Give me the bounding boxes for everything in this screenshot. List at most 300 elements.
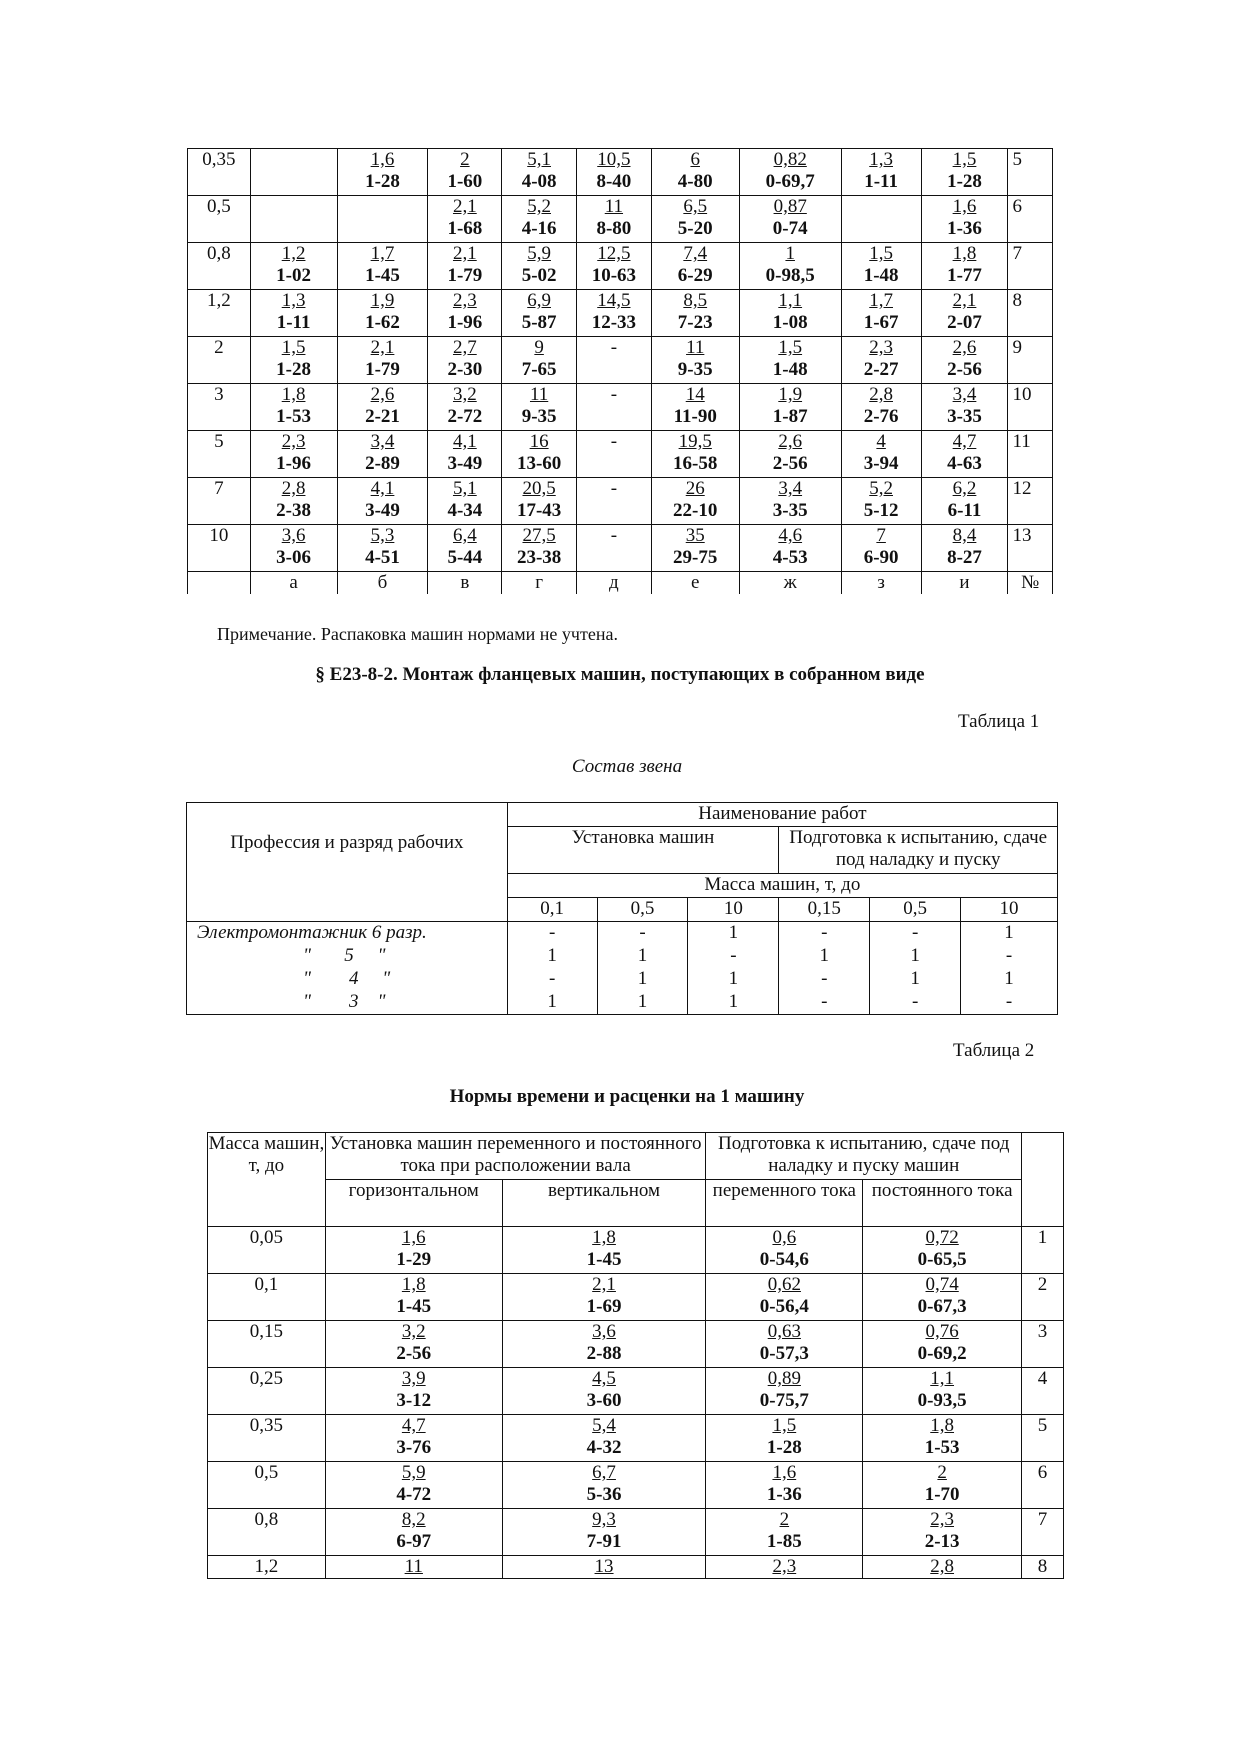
value-cell — [651, 149, 739, 196]
norm-time: 2,1 — [452, 196, 477, 217]
value-cell — [577, 478, 652, 525]
value-cell — [502, 290, 577, 337]
value-cell — [337, 337, 428, 384]
rate: 4-51 — [365, 547, 400, 568]
value-cell — [739, 149, 841, 196]
value-cell — [863, 1509, 1022, 1556]
rate: 1-48 — [772, 359, 808, 380]
norm-time: 1,2 — [281, 243, 306, 264]
mass-cell: 2 — [188, 337, 251, 384]
value-cell — [739, 196, 841, 243]
rate: 2-56 — [772, 453, 808, 474]
value-cell — [651, 384, 739, 431]
value-cell — [502, 337, 577, 384]
norm-time: 6,4 — [452, 525, 477, 546]
norm-time: 1,8 — [952, 243, 977, 264]
rate: 1-28 — [947, 171, 982, 192]
rate: 5-87 — [521, 312, 557, 333]
norm-time: 0,87 — [773, 196, 807, 217]
norm-time: 3,4 — [370, 431, 395, 452]
norm-time: 1,8 — [281, 384, 306, 405]
norm-time: 2,3 — [869, 337, 893, 358]
norm-time: 1,3 — [869, 149, 893, 170]
value-cell — [325, 1556, 502, 1579]
norm-time: 4,7 — [952, 431, 977, 452]
norm-time: 0,82 — [773, 149, 807, 170]
mass-header: 0,5 — [597, 898, 688, 922]
worker-count: - — [779, 922, 870, 946]
row-number: 8 — [1022, 1556, 1064, 1579]
table-row — [208, 1274, 1064, 1321]
mass-header: 0,1 — [507, 898, 597, 922]
row-number: 7 — [1022, 1509, 1064, 1556]
dash: - — [610, 525, 618, 546]
mass-header: 0,5 — [870, 898, 961, 922]
rate: 1-60 — [447, 171, 483, 192]
norm-time: 2,6 — [370, 384, 395, 405]
table-row — [208, 1462, 1064, 1509]
value-cell — [325, 1321, 502, 1368]
rate: 1-48 — [863, 265, 899, 286]
table-row — [208, 1321, 1064, 1368]
norm-time: 3,9 — [401, 1368, 426, 1389]
rate: 16-58 — [673, 453, 718, 474]
norm-time: 1,7 — [370, 243, 395, 264]
row-number: 5 — [1008, 149, 1053, 196]
table2-caption: Таблица 2 — [953, 1040, 1035, 1061]
value-cell — [325, 1274, 502, 1321]
value-cell — [428, 243, 502, 290]
norm-time: 3,6 — [281, 525, 306, 546]
value-cell — [250, 384, 337, 431]
worker-count: - — [870, 922, 961, 946]
norm-time: 1,1 — [930, 1368, 955, 1389]
rate: 7-23 — [677, 312, 713, 333]
value-cell — [428, 525, 502, 572]
rate: 3-35 — [947, 406, 982, 427]
header-prep: Подготовка к испытанию, сдаче под наладку и пуску — [779, 827, 1058, 874]
value-cell — [841, 243, 921, 290]
row-number: 11 — [1008, 431, 1053, 478]
mass-cell: 3 — [188, 384, 251, 431]
value-cell — [577, 525, 652, 572]
norm-time: 2,3 — [930, 1509, 955, 1530]
worker-count: 1 — [688, 991, 779, 1015]
norm-time: 0,74 — [925, 1274, 959, 1295]
norm-time: 5,2 — [869, 478, 893, 499]
rate: 3-12 — [396, 1390, 432, 1411]
norm-time: 1,5 — [869, 243, 893, 264]
value-cell — [921, 149, 1008, 196]
value-cell — [428, 384, 502, 431]
rate: 2-56 — [947, 359, 982, 380]
norm-time: 6,2 — [952, 478, 977, 499]
norm-time: 2,1 — [370, 337, 395, 358]
mass-cell: 10 — [188, 525, 251, 572]
table-row — [188, 337, 1053, 384]
subheader-vertical: вертикальном — [502, 1180, 706, 1227]
profession-name: " 4 " — [187, 968, 508, 991]
norm-time: 1,9 — [370, 290, 395, 311]
norm-time: 3,6 — [592, 1321, 616, 1342]
rate: 6-90 — [863, 547, 899, 568]
rate: 5-02 — [521, 265, 557, 286]
worker-count: 1 — [507, 991, 597, 1015]
rate: 1-62 — [365, 312, 400, 333]
rate: 0-56,4 — [759, 1296, 809, 1317]
rate: 4-34 — [447, 500, 483, 521]
value-cell — [502, 243, 577, 290]
norm-time: 0,6 — [772, 1227, 797, 1248]
rate: 1-53 — [924, 1437, 960, 1458]
worker-count: 1 — [597, 968, 688, 991]
rate: 0-54,6 — [759, 1249, 809, 1270]
rate: 2-07 — [947, 312, 982, 333]
subheader-ac: переменного тока — [706, 1180, 863, 1227]
norm-time: 35 — [685, 525, 705, 546]
norm-time: 2,8 — [869, 384, 893, 405]
norm-time: 2,1 — [452, 243, 477, 264]
value-cell — [841, 149, 921, 196]
value-cell — [502, 1274, 706, 1321]
norms-table-continued — [187, 148, 1053, 594]
rate: 0-67,3 — [917, 1296, 967, 1317]
value-cell — [651, 337, 739, 384]
rate: 1-28 — [365, 171, 400, 192]
value-cell — [863, 1321, 1022, 1368]
norm-time: 1,8 — [401, 1274, 426, 1295]
row-number: 3 — [1022, 1321, 1064, 1368]
value-cell — [651, 243, 739, 290]
rate: 1-69 — [586, 1296, 622, 1317]
rate: 4-63 — [947, 453, 982, 474]
norm-time: 1,6 — [772, 1462, 797, 1483]
mass-cell: 1,2 — [208, 1556, 326, 1579]
norm-time: 11 — [604, 196, 624, 217]
norm-time: 9,3 — [592, 1509, 616, 1530]
rate: 2-89 — [365, 453, 400, 474]
value-cell — [841, 290, 921, 337]
norm-time: 5,9 — [401, 1462, 426, 1483]
rate: 12-33 — [591, 312, 637, 333]
rate: 7-91 — [586, 1531, 622, 1552]
rate: 1-85 — [766, 1531, 802, 1552]
table-row — [187, 922, 1058, 946]
rate: 0-75,7 — [759, 1390, 809, 1411]
value-cell — [337, 384, 428, 431]
rate: 1-28 — [766, 1437, 802, 1458]
value-cell — [863, 1556, 1022, 1579]
profession-name: " 3 " — [187, 991, 508, 1015]
table-row — [208, 1227, 1064, 1274]
rate: 8-40 — [596, 171, 632, 192]
value-cell — [325, 1462, 502, 1509]
worker-count: - — [961, 945, 1058, 968]
worker-count: 1 — [688, 968, 779, 991]
value-cell — [706, 1274, 863, 1321]
note-text: Примечание. Распаковка машин нормами не учтена. — [217, 624, 618, 644]
rate: 1-02 — [276, 265, 311, 286]
rate: 1-28 — [276, 359, 311, 380]
rate: 3-35 — [772, 500, 808, 521]
rate: 17-43 — [516, 500, 562, 521]
mass-cell: 5 — [188, 431, 251, 478]
header-install: Установка машин — [507, 827, 779, 874]
value-cell — [502, 1415, 706, 1462]
value-cell — [863, 1462, 1022, 1509]
table-row — [188, 478, 1053, 525]
table2-title: Нормы времени и расценки на 1 машину — [449, 1086, 805, 1107]
norm-time: 1,5 — [778, 337, 803, 358]
norm-time: 11 — [404, 1556, 423, 1577]
worker-count: 1 — [507, 945, 597, 968]
rate: 2-56 — [396, 1343, 432, 1364]
norm-time: 0,62 — [767, 1274, 801, 1295]
table1-title: Состав звена — [571, 756, 683, 777]
value-cell — [577, 290, 652, 337]
value-cell — [841, 525, 921, 572]
worker-count: 1 — [870, 945, 961, 968]
norm-time: 3,4 — [952, 384, 977, 405]
value-cell — [428, 290, 502, 337]
table-row — [208, 1509, 1064, 1556]
value-cell — [739, 243, 841, 290]
rate: 1-70 — [924, 1484, 960, 1505]
value-cell — [502, 1227, 706, 1274]
norm-time: 4,5 — [592, 1368, 616, 1389]
norm-time: 4,7 — [401, 1415, 426, 1436]
norm-time: 3,2 — [452, 384, 477, 405]
worker-count: 1 — [779, 945, 870, 968]
header-profession: Профессия и разряд рабочих — [187, 803, 508, 922]
worker-count: 1 — [961, 968, 1058, 991]
norm-time: 16 — [529, 431, 549, 452]
crew-composition-table — [186, 802, 1058, 1015]
worker-count: 1 — [961, 922, 1058, 946]
rate: 1-77 — [947, 265, 982, 286]
norm-time: 19,5 — [678, 431, 712, 452]
value-cell — [502, 149, 577, 196]
value-cell — [651, 431, 739, 478]
value-cell — [706, 1556, 863, 1579]
table-row — [188, 196, 1053, 243]
dash: - — [610, 478, 618, 499]
mass-cell: 0,8 — [188, 243, 251, 290]
norm-time: 6,9 — [527, 290, 551, 311]
norm-time: 6 — [690, 149, 700, 170]
value-cell — [706, 1368, 863, 1415]
norm-time: 1,6 — [401, 1227, 426, 1248]
dash: - — [610, 337, 618, 358]
norm-time: 0,76 — [925, 1321, 959, 1342]
norm-time: 1,7 — [869, 290, 893, 311]
rate: 22-10 — [673, 500, 718, 521]
table-row — [187, 991, 1058, 1015]
profession-name: Электромонтажник 6 разр. — [187, 922, 508, 946]
value-cell — [337, 431, 428, 478]
value-cell — [863, 1415, 1022, 1462]
table-row — [188, 525, 1053, 572]
value-cell — [337, 149, 428, 196]
norm-time: 2,1 — [952, 290, 977, 311]
norm-time: 5,2 — [527, 196, 551, 217]
norm-time: 2,3 — [452, 290, 477, 311]
rate: 2-27 — [863, 359, 899, 380]
norm-time: 1,6 — [952, 196, 977, 217]
norm-time: 5,9 — [527, 243, 551, 264]
norm-time: 14,5 — [597, 290, 631, 311]
norm-time: 8,5 — [683, 290, 708, 311]
norm-time: 2,6 — [952, 337, 977, 358]
rate: 1-08 — [772, 312, 808, 333]
value-cell — [325, 1227, 502, 1274]
rate: 10-63 — [591, 265, 637, 286]
header-mass: Масса машин, т, до — [507, 874, 1057, 898]
table-row — [208, 1368, 1064, 1415]
rate: 1-45 — [365, 265, 400, 286]
rate: 11-90 — [673, 406, 717, 427]
value-cell — [841, 196, 921, 243]
norm-time: 4 — [876, 431, 886, 452]
value-cell — [250, 149, 337, 196]
norm-time: 2,8 — [281, 478, 306, 499]
mass-cell: 0,35 — [208, 1415, 326, 1462]
norm-time: 5,4 — [592, 1415, 616, 1436]
rate: 7-65 — [521, 359, 557, 380]
column-letter: в — [428, 572, 502, 595]
norm-time: 0,63 — [767, 1321, 801, 1342]
value-cell — [921, 431, 1008, 478]
value-cell — [250, 431, 337, 478]
value-cell — [739, 431, 841, 478]
value-cell — [250, 478, 337, 525]
norm-time: 5,1 — [527, 149, 551, 170]
table-row — [188, 149, 1053, 196]
table-row — [187, 968, 1058, 991]
worker-count: 1 — [597, 991, 688, 1015]
subheader-horizontal: горизонтальном — [325, 1180, 502, 1227]
value-cell — [841, 384, 921, 431]
norm-time: 4,6 — [778, 525, 803, 546]
row-number: 6 — [1008, 196, 1053, 243]
value-cell — [250, 337, 337, 384]
value-cell — [502, 196, 577, 243]
norm-time: 20,5 — [522, 478, 556, 499]
norm-time: 1 — [785, 243, 795, 264]
value-cell — [577, 149, 652, 196]
table-row — [187, 945, 1058, 968]
row-number: 10 — [1008, 384, 1053, 431]
value-cell — [250, 525, 337, 572]
worker-count: - — [870, 991, 961, 1015]
mass-cell: 0,8 — [208, 1509, 326, 1556]
norm-time: 14 — [685, 384, 705, 405]
value-cell — [577, 243, 652, 290]
worker-count: - — [779, 991, 870, 1015]
worker-count: 1 — [688, 922, 779, 946]
worker-count: - — [688, 945, 779, 968]
norm-time: 1,5 — [952, 149, 977, 170]
value-cell — [428, 478, 502, 525]
column-letter: а — [250, 572, 337, 595]
mass-cell: 0,1 — [208, 1274, 326, 1321]
rate: 0-65,5 — [917, 1249, 967, 1270]
rate: 0-69,2 — [917, 1343, 967, 1364]
value-cell — [651, 478, 739, 525]
rate: 8-27 — [947, 547, 982, 568]
value-cell — [337, 525, 428, 572]
rate: 1-68 — [447, 218, 483, 239]
value-cell — [739, 478, 841, 525]
rate: 1-96 — [447, 312, 483, 333]
value-cell — [250, 290, 337, 337]
value-cell — [651, 196, 739, 243]
table-row — [188, 290, 1053, 337]
rate: 2-38 — [276, 500, 311, 521]
row-number: 6 — [1022, 1462, 1064, 1509]
profession-name: " 5 " — [187, 945, 508, 968]
value-cell — [577, 337, 652, 384]
value-cell — [706, 1415, 863, 1462]
mass-cell: 0,35 — [188, 149, 251, 196]
value-cell — [921, 196, 1008, 243]
value-cell — [502, 1509, 706, 1556]
norm-time: 13 — [594, 1556, 614, 1577]
rate: 1-96 — [276, 453, 311, 474]
rate: 23-38 — [516, 547, 562, 568]
rate: 1-87 — [772, 406, 808, 427]
mass-header: 10 — [961, 898, 1058, 922]
norm-time: 3,2 — [401, 1321, 426, 1342]
rate: 1-36 — [947, 218, 982, 239]
column-letter: и — [921, 572, 1008, 595]
value-cell — [706, 1462, 863, 1509]
rate: 3-49 — [447, 453, 483, 474]
value-cell — [502, 384, 577, 431]
rate: 0-98,5 — [765, 265, 815, 286]
norm-time: 1,3 — [281, 290, 306, 311]
worker-count: - — [597, 922, 688, 946]
value-cell — [577, 431, 652, 478]
column-letter: д — [577, 572, 652, 595]
header-num — [1022, 1133, 1064, 1227]
rate: 0-93,5 — [917, 1390, 967, 1411]
rate: 13-60 — [516, 453, 562, 474]
norm-time: 1,5 — [772, 1415, 797, 1436]
value-cell — [739, 337, 841, 384]
row-number: 7 — [1008, 243, 1053, 290]
value-cell — [841, 337, 921, 384]
value-cell — [921, 337, 1008, 384]
value-cell — [502, 431, 577, 478]
value-cell — [325, 1509, 502, 1556]
norm-time: 7 — [876, 525, 886, 546]
norm-time: 7,4 — [683, 243, 708, 264]
rate: 6-29 — [677, 265, 713, 286]
rate: 1-45 — [586, 1249, 622, 1270]
worker-count: - — [507, 968, 597, 991]
rate: 4-53 — [772, 547, 808, 568]
row-number: 12 — [1008, 478, 1053, 525]
rate: 4-80 — [677, 171, 713, 192]
norm-time: 9 — [534, 337, 544, 358]
norm-time: 0,89 — [767, 1368, 801, 1389]
norm-time: 2,8 — [930, 1556, 955, 1577]
value-cell — [921, 525, 1008, 572]
footer-row — [188, 572, 1053, 595]
norm-time: 2 — [937, 1462, 947, 1483]
norm-time: 2,3 — [281, 431, 306, 452]
